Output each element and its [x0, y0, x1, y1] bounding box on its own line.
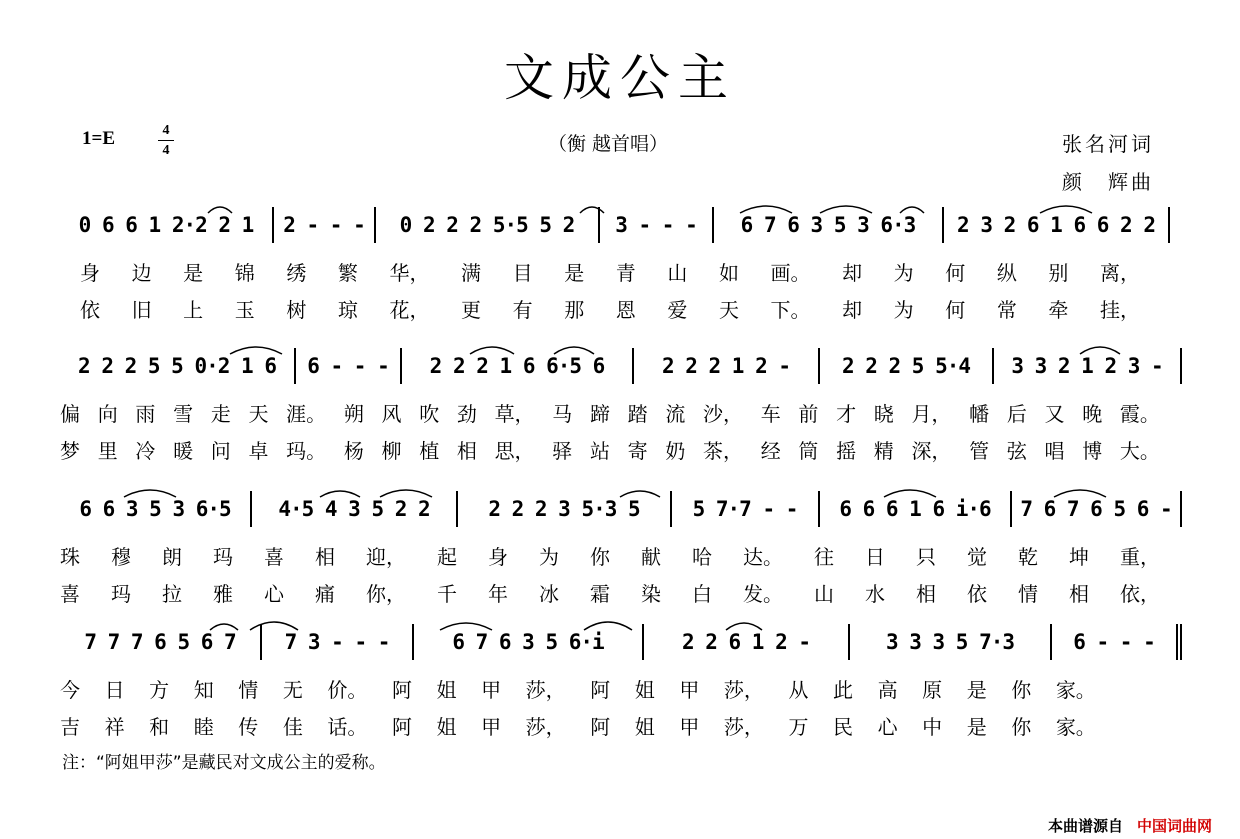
lyric-syllable: 依 [80, 298, 100, 322]
lyric-verse-1 [60, 398, 1160, 427]
lyric-verse-2 [60, 435, 1160, 464]
slur-marks [60, 487, 1180, 497]
lyric-syllable: 问 [210, 439, 231, 463]
lyric-syllable: 珠 [60, 545, 80, 569]
lyric-syllable: 寄 [627, 439, 648, 463]
lyric-syllable: 杨 [343, 439, 364, 463]
lyric-syllable: 月， [911, 402, 952, 426]
lyric-syllable: 水 [865, 582, 885, 606]
lyric-verse-1 [60, 674, 1096, 703]
lyric-syllable: 原 [922, 678, 943, 702]
measure-notes: 2 2 2 5 5·4 [841, 354, 971, 378]
lyric-syllable: 又 [1044, 402, 1065, 426]
measure-notes: 7 3 - - - [284, 630, 390, 654]
lyric-syllable: 满 [461, 261, 482, 285]
lyric-syllable: 劲 [456, 402, 477, 426]
lyric-syllable: 姐 [634, 678, 655, 702]
lyric-syllable: 晓 [873, 402, 894, 426]
lyric-syllable: 高 [877, 678, 898, 702]
lyric-syllable: 别 [1048, 261, 1069, 285]
lyric-syllable: 经 [760, 439, 781, 463]
lyric-syllable: 玛 [111, 582, 131, 606]
lyric-syllable: 晚 [1082, 402, 1103, 426]
measure-notes: 3 3 3 5 7·3 [885, 630, 1015, 654]
lyric-syllable: 思， [494, 439, 535, 463]
lyric-verse-2 [80, 294, 1140, 323]
lyric-syllable: 车 [760, 402, 781, 426]
lyric-syllable: 相 [916, 582, 936, 606]
lyric-syllable: 迎， [366, 545, 406, 569]
lyric-syllable: 走 [210, 402, 231, 426]
lyric-syllable: 你 [590, 545, 610, 569]
measure-notes: 2 - - - [283, 213, 365, 237]
lyric-syllable: 踏 [627, 402, 648, 426]
lyric-syllable: 知 [193, 678, 214, 702]
lyric-syllable: 无 [282, 678, 303, 702]
measure-notes: 3 3 2 1 2 3 - [1011, 354, 1163, 378]
lyric-syllable: 甲 [481, 678, 502, 702]
lyric-syllable: 从 [788, 678, 809, 702]
measure-notes: 6 6 6 1 6 i·6 [839, 497, 991, 521]
composer-credit: 颜 辉曲 [1062, 170, 1154, 194]
lyric-syllable: 驿 [552, 439, 573, 463]
lyric-syllable: 染 [641, 582, 661, 606]
lyric-syllable: 日 [865, 545, 885, 569]
lyric-syllable: 深， [911, 439, 952, 463]
lyric-syllable: 是 [966, 678, 987, 702]
lyric-syllable: 唱 [1044, 439, 1065, 463]
measure-notes: 6 - - - [1073, 630, 1155, 654]
key-signature: 1=E [82, 128, 115, 149]
lyric-syllable: 阿 [590, 715, 611, 739]
lyric-syllable: 你， [366, 582, 406, 606]
lyric-syllable: 那 [564, 298, 585, 322]
lyric-syllable: 心 [264, 582, 284, 606]
lyric-syllable: 甲 [679, 715, 700, 739]
measure-notes: 6 7 6 3 5 3 6·3 [740, 213, 916, 237]
lyric-syllable: 植 [419, 439, 440, 463]
lyric-syllable: 沙， [703, 402, 743, 426]
lyric-syllable: 献 [641, 545, 661, 569]
lyric-syllable: 山 [814, 582, 834, 606]
lyric-syllable: 身 [80, 261, 100, 285]
lyric-syllable: 更 [461, 298, 482, 322]
lyric-syllable: 是 [183, 261, 204, 285]
lyric-syllable: 爱 [667, 298, 688, 322]
lyric-syllable: 树 [286, 298, 307, 322]
lyric-syllable: 有 [512, 298, 533, 322]
lyric-syllable: 拉 [162, 582, 182, 606]
lyric-syllable: 何 [945, 298, 966, 322]
lyric-verse-2 [60, 711, 1096, 740]
meter-top: 4 [162, 123, 170, 138]
lyric-syllable: 姐 [634, 715, 655, 739]
lyric-syllable: 玛 [213, 545, 233, 569]
lyric-syllable: 重， [1120, 545, 1160, 569]
lyric-syllable: 和 [149, 715, 170, 739]
lyricist-credit: 张名河词 [1062, 132, 1154, 156]
lyric-syllable: 朗 [162, 545, 182, 569]
footnote: 注：“阿姐甲莎”是藏民对文成公主的爱称。 [62, 753, 386, 773]
lyric-syllable: 霞。 [1119, 402, 1160, 426]
lyric-syllable: 梦 [60, 439, 80, 463]
lyric-syllable: 后 [1006, 402, 1027, 426]
lyric-syllable: 马 [552, 402, 573, 426]
lyric-syllable: 坤 [1069, 545, 1089, 569]
measure-notes: 2 3 2 6 1 6 6 2 2 [957, 213, 1155, 237]
lyric-syllable: 依， [1120, 582, 1160, 606]
lyric-syllable: 琼 [337, 298, 358, 322]
lyric-syllable: 只 [916, 545, 936, 569]
lyric-syllable: 方 [149, 678, 170, 702]
measure-notes: 2 2 2 5 5 0·2 1 6 [78, 354, 276, 378]
lyric-syllable: 繁 [337, 261, 358, 285]
lyric-syllable: 万 [788, 715, 809, 739]
singer-note: （衡 越首唱） [548, 133, 669, 155]
lyric-syllable: 佳 [282, 715, 303, 739]
lyric-syllable: 山 [667, 261, 688, 285]
lyric-syllable: 里 [97, 439, 118, 463]
measure-notes: 0 2 2 2 5·5 5 2 [399, 213, 575, 237]
score-system-3 [60, 487, 1180, 607]
lyric-syllable: 冰 [539, 582, 559, 606]
lyric-syllable: 偏 [60, 402, 80, 426]
measure-notes: 6 6 3 5 3 6·5 [79, 497, 231, 521]
lyric-syllable: 卓 [248, 439, 269, 463]
lyric-syllable: 恩 [615, 298, 636, 322]
lyric-syllable: 家。 [1055, 715, 1096, 739]
lyric-syllable: 心 [877, 715, 898, 739]
lyric-syllable: 华， [389, 261, 430, 285]
lyric-syllable: 为 [539, 545, 559, 569]
slur-marks [60, 344, 1180, 354]
slur-marks [60, 620, 1180, 630]
lyric-syllable: 身 [488, 545, 508, 569]
lyric-syllable: 你 [1011, 715, 1032, 739]
lyric-syllable: 阿 [590, 678, 611, 702]
lyric-syllable: 相 [456, 439, 477, 463]
site-link[interactable]: 中国词曲网 [1136, 817, 1212, 835]
lyric-syllable: 旧 [131, 298, 152, 322]
lyric-syllable: 青 [615, 261, 636, 285]
lyric-syllable: 前 [798, 402, 819, 426]
lyric-syllable: 年 [488, 582, 508, 606]
lyric-syllable: 姐 [436, 715, 457, 739]
lyric-syllable: 草， [494, 402, 535, 426]
lyric-syllable: 民 [833, 715, 853, 739]
lyric-syllable: 雨 [135, 402, 156, 426]
lyric-syllable: 中 [922, 715, 943, 739]
lyric-syllable: 甲 [679, 678, 700, 702]
lyric-syllable: 画。 [770, 261, 811, 285]
measure-notes: 2 2 2 3 5·3 5 [488, 497, 640, 521]
lyric-syllable: 目 [512, 261, 533, 285]
lyric-syllable: 为 [893, 298, 914, 322]
lyric-syllable: 如 [718, 261, 739, 285]
lyric-syllable: 哈 [692, 545, 712, 569]
lyric-syllable: 下。 [770, 298, 811, 322]
lyric-syllable: 向 [97, 402, 118, 426]
measure-notes: 6 - - - [307, 354, 389, 378]
lyric-syllable: 暖 [173, 439, 194, 463]
lyric-syllable: 情 [1018, 582, 1038, 606]
lyric-syllable: 却 [842, 261, 863, 285]
lyric-syllable: 摇 [836, 439, 857, 463]
lyric-syllable: 日 [104, 678, 125, 702]
lyric-syllable: 牵 [1048, 298, 1069, 322]
lyric-syllable: 博 [1082, 439, 1103, 463]
lyric-syllable: 发。 [743, 582, 783, 606]
lyric-syllable: 奶 [665, 439, 686, 463]
lyric-syllable: 玉 [234, 298, 255, 322]
lyric-syllable: 柳 [381, 439, 402, 463]
lyric-verse-2 [60, 578, 1160, 607]
lyric-verse-1 [80, 257, 1140, 286]
lyric-syllable: 锦 [234, 261, 255, 285]
lyric-syllable: 朔 [343, 402, 364, 426]
lyric-syllable: 你 [1011, 678, 1032, 702]
lyric-syllable: 管 [969, 439, 990, 463]
lyric-syllable: 甲 [481, 715, 502, 739]
measure-notes: 6 7 6 3 5 6·i [452, 630, 604, 654]
lyric-syllable: 边 [131, 261, 152, 285]
lyric-syllable: 莎， [723, 715, 764, 739]
lyric-syllable: 才 [836, 402, 857, 426]
measure-notes: 2 2 2 1 2 - [661, 354, 791, 378]
lyric-syllable: 千 [437, 582, 457, 606]
lyric-syllable: 痛 [315, 582, 335, 606]
lyric-syllable: 挂， [1099, 298, 1140, 322]
lyric-syllable: 达。 [743, 545, 783, 569]
lyric-syllable: 吉 [60, 715, 80, 739]
score-system-2 [60, 344, 1180, 464]
measure-notes: 4·5 4 3 5 2 2 [278, 497, 430, 521]
lyric-syllable: 筒 [798, 439, 819, 463]
lyric-syllable: 情 [238, 678, 259, 702]
lyric-syllable: 为 [893, 261, 914, 285]
lyric-syllable: 站 [589, 439, 610, 463]
score-system-4 [60, 620, 1180, 740]
lyric-syllable: 觉 [967, 545, 987, 569]
meter-bottom: 4 [162, 143, 170, 158]
lyric-syllable: 姐 [436, 678, 457, 702]
lyric-syllable: 绣 [286, 261, 307, 285]
lyric-syllable: 却 [842, 298, 863, 322]
lyric-syllable: 莎， [723, 678, 764, 702]
measure-notes: 7 7 7 6 5 6 7 [84, 630, 236, 654]
lyric-syllable: 家。 [1055, 678, 1096, 702]
measure-notes: 2 2 6 1 2 - [681, 630, 811, 654]
lyric-syllable: 上 [183, 298, 204, 322]
lyric-syllable: 喜 [264, 545, 284, 569]
lyric-syllable: 大。 [1119, 439, 1160, 463]
lyric-syllable: 往 [814, 545, 834, 569]
lyric-syllable: 依 [967, 582, 987, 606]
lyric-syllable: 何 [945, 261, 966, 285]
lyric-syllable: 话。 [327, 715, 368, 739]
lyric-syllable: 流 [665, 402, 686, 426]
lyric-syllable: 起 [437, 545, 457, 569]
song-title: 文成公主 [504, 49, 736, 107]
lyric-syllable: 穆 [111, 545, 131, 569]
lyric-syllable: 阿 [391, 715, 412, 739]
measure-notes: 5 7·7 - - [692, 497, 798, 521]
lyric-syllable: 涯。 [286, 402, 327, 426]
lyric-syllable: 莎， [525, 715, 566, 739]
lyric-syllable: 天 [248, 402, 269, 426]
source-footer [1048, 815, 1212, 836]
lyric-syllable: 风 [381, 402, 402, 426]
lyric-syllable: 天 [718, 298, 739, 322]
lyric-syllable: 是 [966, 715, 987, 739]
lyric-verse-1 [60, 541, 1160, 570]
lyric-syllable: 纵 [996, 261, 1017, 285]
lyric-syllable: 相 [315, 545, 335, 569]
lyric-syllable: 玛。 [286, 439, 327, 463]
slur-marks [60, 203, 1180, 213]
measure-notes: 7 6 7 6 5 6 - [1020, 497, 1172, 521]
lyric-syllable: 睦 [193, 715, 214, 739]
lyric-syllable: 精 [873, 439, 894, 463]
source-label: 本曲谱源自 [1047, 817, 1123, 835]
lyric-syllable: 蹄 [589, 402, 610, 426]
lyric-syllable: 常 [996, 298, 1017, 322]
measure-notes: 0 6 6 1 2·2 2 1 [78, 213, 254, 237]
measure-notes: 3 - - - [615, 213, 697, 237]
lyric-syllable: 弦 [1006, 439, 1027, 463]
lyric-syllable: 莎， [525, 678, 566, 702]
lyric-syllable: 相 [1069, 582, 1089, 606]
lyric-syllable: 今 [60, 678, 80, 702]
lyric-syllable: 茶， [703, 439, 743, 463]
lyric-syllable: 传 [238, 715, 259, 739]
time-signature [158, 122, 174, 159]
lyric-syllable: 霜 [590, 582, 610, 606]
lyric-syllable: 祥 [104, 715, 125, 739]
lyric-syllable: 此 [833, 678, 853, 702]
lyric-syllable: 雅 [213, 582, 233, 606]
lyric-syllable: 雪 [173, 402, 194, 426]
lyric-syllable: 吹 [419, 402, 440, 426]
lyric-syllable: 乾 [1018, 545, 1038, 569]
lyric-syllable: 价。 [327, 678, 368, 702]
lyric-syllable: 幡 [969, 402, 990, 426]
lyric-syllable: 冷 [135, 439, 156, 463]
measure-notes: 2 2 2 1 6 6·5 6 [429, 354, 605, 378]
lyric-syllable: 喜 [60, 582, 80, 606]
lyric-syllable: 白 [692, 582, 712, 606]
lyric-syllable: 花， [389, 298, 430, 322]
lyric-syllable: 阿 [391, 678, 412, 702]
lyric-syllable: 离， [1099, 261, 1140, 285]
score-system-1 [60, 203, 1180, 323]
lyric-syllable: 是 [564, 261, 585, 285]
